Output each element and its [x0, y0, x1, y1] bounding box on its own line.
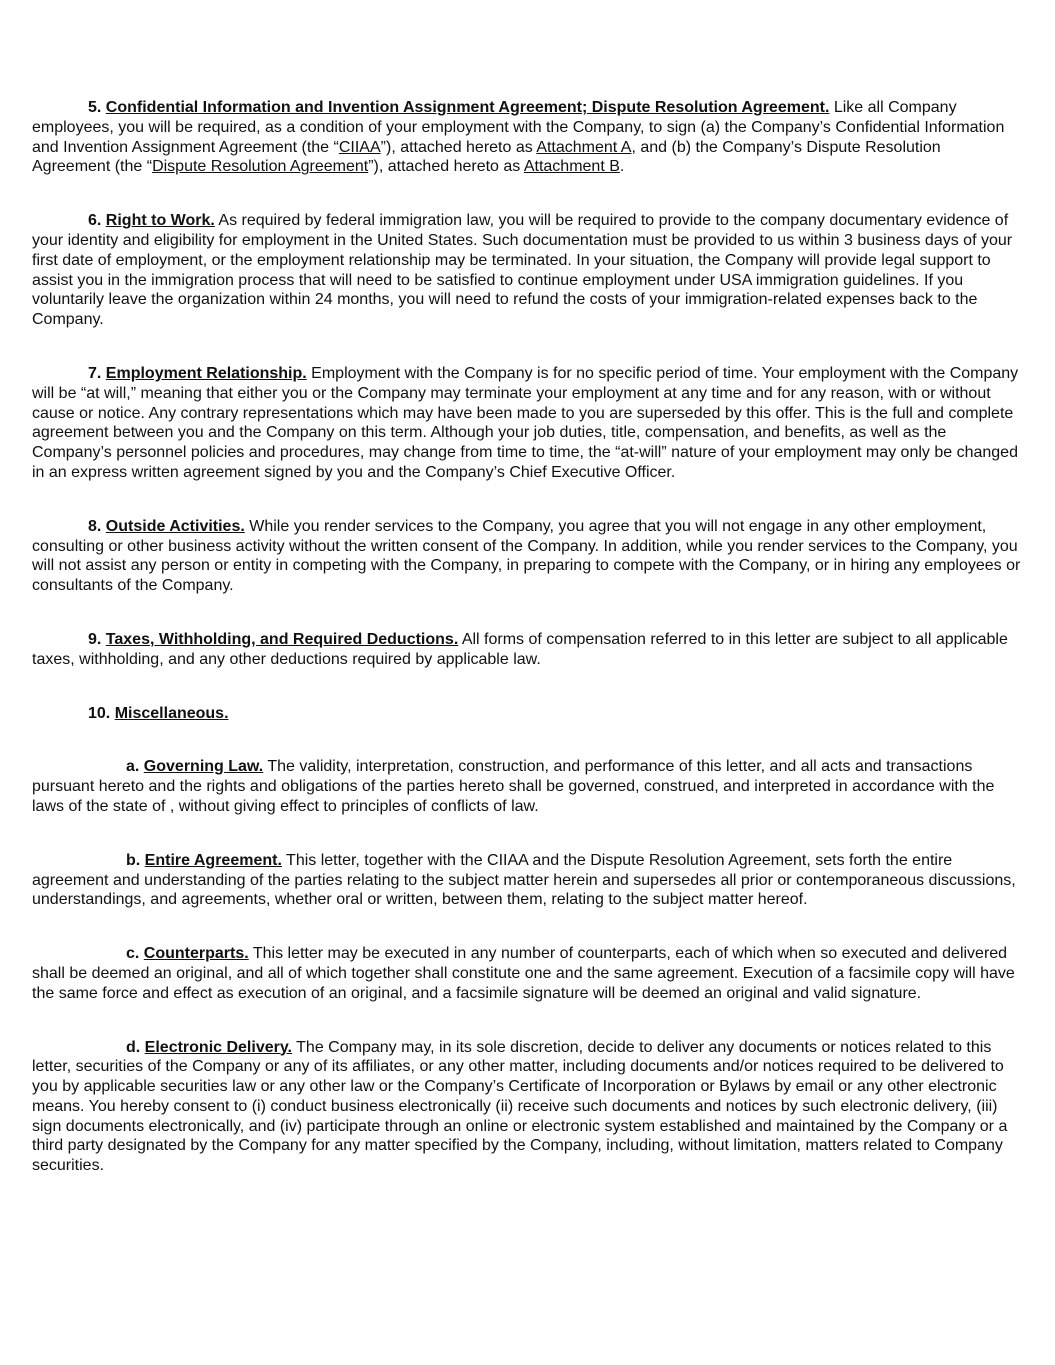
- section-paragraph: [32, 98, 1022, 177]
- section-heading: Counterparts.: [143, 945, 249, 963]
- section-number: 5.: [88, 99, 102, 116]
- section-paragraph: [32, 704, 1022, 724]
- section-heading: Employment Relationship.: [105, 364, 307, 382]
- section-text: All forms of compensation referred to in this letter are subject to all applicable taxes, withholding, and any other deductions required by applicable law.: [32, 630, 1008, 668]
- section-heading: Right to Work.: [105, 212, 215, 230]
- section-paragraph: [32, 630, 1022, 670]
- section-text: The validity, interpretation, construction, and performance of this letter, and all acts and transactions pursuant hereto and the rights and obligations of the parties hereto shall be governed, construed, and interpreted in accordance with the laws of the state of , without giving effect to principles of conflicts of law.: [32, 758, 995, 815]
- section-number: c.: [126, 945, 140, 963]
- section-heading: Confidential Information and Invention Assignment Agreement; Dispute Resolution Agreement.: [105, 99, 830, 116]
- section-paragraph: [32, 517, 1022, 596]
- section-10a-governing-law: [32, 757, 1022, 816]
- section-text: ”), attached hereto as: [380, 138, 537, 156]
- section-text: Employment with the Company is for no specific period of time. Your employment with the Company will be “at will,” meaning that either you or the Company may terminate your employment at any time and for any reason, with or without cause or notice. Any contrary representations which may have been made to you are superseded by this offer. This is the full and complete agreement between you and the Company on this term. Although your job duties, title, compensation, and benefits, as well as the Company’s personnel policies and procedures, may change from time to time, the “at-will” nature of your employment may only be changed in an express written agreement signed by you and the Company’s Chief Executive Officer.: [32, 364, 1019, 481]
- section-heading: Governing Law.: [143, 758, 264, 776]
- section-paragraph: [32, 757, 1022, 816]
- section-number: 8.: [88, 517, 102, 535]
- section-text: The Company may, in its sole discretion, decide to deliver any documents or notices related to this letter, securities of the Company or any of its affiliates, or any other matter, including documents and/or notices required to be delivered to you by applicable securities law or any other law or the Company’s Certificate of Incorporation or Bylaws by email or any other electronic means. You hereby consent to (i) conduct business electronically (ii) receive such documents and notices by such electronic delivery, (iii) sign documents electronically, and (iv) participate through an online or electronic system established and maintained by the Company or a third party designated by the Company for any matter specified by the Company, including, without limitation, matters related to Company securities.: [32, 1038, 1008, 1175]
- section-number: d.: [126, 1038, 141, 1056]
- section-9-taxes-withholding: [32, 630, 1022, 670]
- section-number: 10.: [88, 704, 111, 722]
- section-5-cii-and-dispute-resolution: [32, 98, 1022, 177]
- section-paragraph: [32, 211, 1022, 330]
- section-paragraph: [32, 1038, 1022, 1177]
- defined-term-dispute-resolution-agreement: Dispute Resolution Agreement: [152, 158, 369, 176]
- section-number: b.: [126, 851, 141, 869]
- section-text: This letter may be executed in any number of counterparts, each of which when so executed and delivered shall be deemed an original, and all of which together shall constitute one and the same agreement. Execution of a facsimile copy will have the same force and effect as execution of an original, and a facsimile signature will be deemed an original and valid signature.: [32, 945, 1015, 1002]
- section-heading: Taxes, Withholding, and Required Deductions.: [105, 630, 459, 648]
- section-heading: Entire Agreement.: [144, 851, 282, 869]
- section-text: This letter, together with the CIIAA and the Dispute Resolution Agreement, sets forth the entire agreement and understanding of the parties relating to the subject matter herein and supersedes all prior or contemporaneous discussions, understandings, and agreements, whether oral or written, between them, relating to the subject matter hereof.: [32, 851, 1016, 909]
- section-10d-electronic-delivery: [32, 1038, 1022, 1177]
- section-text: .: [619, 158, 625, 176]
- section-number: a.: [126, 758, 140, 776]
- section-heading: Electronic Delivery.: [144, 1038, 292, 1056]
- section-heading: Outside Activities.: [105, 517, 245, 535]
- attachment-a-reference: Attachment A: [536, 138, 632, 156]
- section-6-right-to-work: [32, 211, 1022, 330]
- section-8-outside-activities: [32, 517, 1022, 596]
- section-heading: Miscellaneous.: [114, 704, 229, 722]
- section-7-employment-relationship: [32, 364, 1022, 483]
- section-text: , and (b) the Company’s Dispute Resolution Agreement (the “: [32, 138, 941, 176]
- section-paragraph: [32, 851, 1022, 910]
- attachment-b-reference: Attachment B: [523, 158, 620, 176]
- section-number: 6.: [88, 212, 102, 230]
- defined-term-ciiaa: CIIAA: [338, 138, 381, 156]
- section-text: As required by federal immigration law, you will be required to provide to the company documentary evidence of your identity and eligibility for employment in the United States. Such documentation must be provided to us within 3 business days of your first date of employment, or the employment relationship may be terminated. In your situation, the Company will provide legal support to assist you in the immigration process that will need to be satisfied to continue employment under USA immigration guidelines. If you voluntarily leave the organization within 24 months, you will need to refund the costs of your immigration-related expenses back to the Company.: [32, 212, 1013, 329]
- section-10-miscellaneous: [32, 704, 1022, 724]
- section-paragraph: [32, 364, 1022, 483]
- section-10c-counterparts: [32, 944, 1022, 1003]
- section-text: Like all Company employees, you will be required, as a condition of your employment with the Company, to sign (a) the Company’s Confidential Information and Invention Assignment Agreement (the “: [32, 99, 1005, 156]
- section-text: ”), attached hereto as: [368, 158, 524, 176]
- section-paragraph: [32, 944, 1022, 1003]
- section-number: 7.: [88, 364, 102, 382]
- section-text: While you render services to the Company, you agree that you will not engage in any other employment, consulting or other business activity without the written consent of the Company. In addition, while you render services to the Company, you will not assist any person or entity in competing with the Company, in preparing to compete with the Company, or in hiring any employees or consultants of the Company.: [32, 517, 1021, 595]
- document-page: [32, 98, 1022, 1210]
- section-number: 9.: [88, 630, 102, 648]
- section-10b-entire-agreement: [32, 851, 1022, 910]
